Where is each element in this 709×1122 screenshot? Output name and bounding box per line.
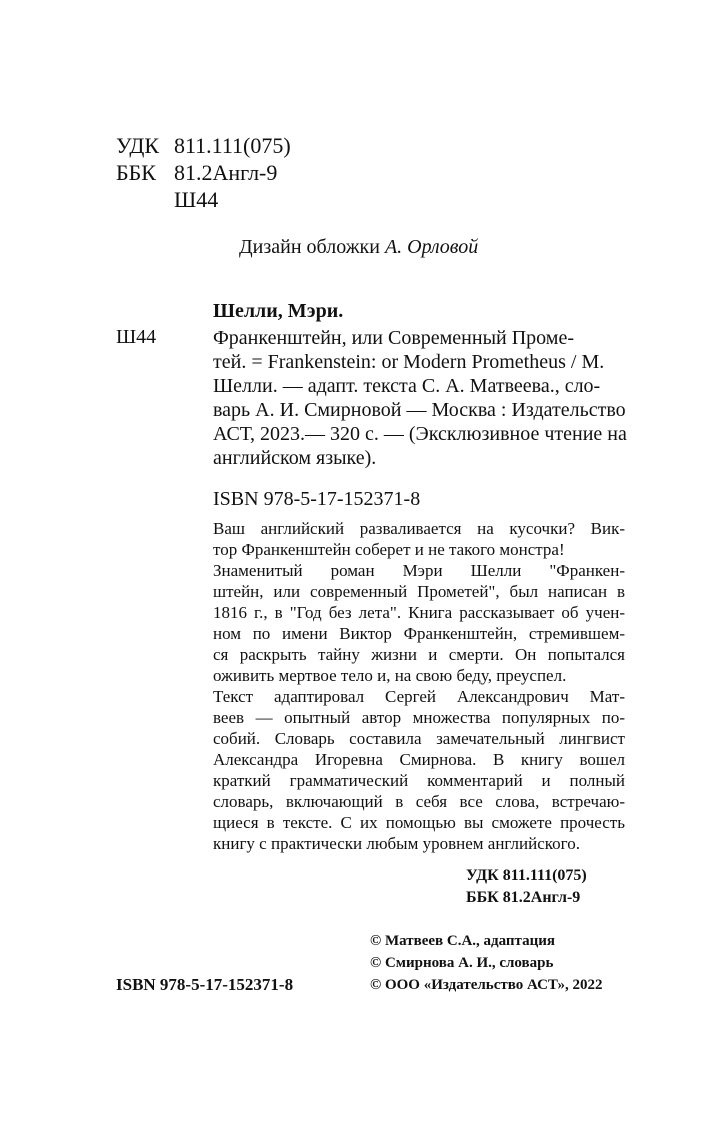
cover-design-prefix: Дизайн обложки xyxy=(239,236,385,258)
copyright-publisher: © ООО «Издательство АСТ», 2022 xyxy=(370,977,603,993)
bottom-bbk: ББК 81.2Англ-9 xyxy=(466,889,581,906)
cover-designer-name: А. Орловой xyxy=(384,236,479,258)
annotation-line-13: краткий грамматический комментарий и полный xyxy=(213,771,625,790)
bottom-udk: УДК 811.111(075) xyxy=(466,867,587,884)
annotation-line-7: ся раскрыть тайну жизни и смерти. Он попытался xyxy=(213,645,625,664)
bbk-value: 81.2Англ-9 xyxy=(174,160,278,185)
cover-design-credit xyxy=(239,236,478,259)
annotation-line-16: книгу с практически любым уровнем английского. xyxy=(213,834,580,853)
annotation-line-2: тор Франкенштейн соберет и не такого монстра! xyxy=(213,540,565,559)
copyright-dictionary: © Смирнова А. И., словарь xyxy=(370,955,554,971)
bib-line-2: тей. = Frankenstein: or Modern Prometheus / М. xyxy=(213,351,605,373)
bib-line-4: варь А. И. Смирновой — Москва : Издательство xyxy=(213,399,626,421)
annotation-line-15: щиеся в тексте. С их помощью вы сможете прочесть xyxy=(213,813,625,832)
annotation-line-3: Знаменитый роман Мэри Шелли "Франкен- xyxy=(213,561,625,580)
bbk-label: ББК xyxy=(116,160,156,185)
annotation-line-14: словарь, включающий в себя все слова, встречаю- xyxy=(213,792,625,811)
bib-author-mark: Ш44 xyxy=(116,326,157,348)
annotation-line-9: Текст адаптировал Сергей Александрович Мат- xyxy=(213,687,625,706)
bib-line-6: английском языке). xyxy=(213,447,377,469)
udk-value: 811.111(075) xyxy=(174,133,291,158)
annotation-line-1: Ваш английский разваливается на кусочки? Вик- xyxy=(213,519,625,538)
annotation-line-5: 1816 г., в "Год без лета". Книга рассказывает об учен- xyxy=(213,603,625,622)
annotation-line-12: Александра Игоревна Смирнова. В книгу вошел xyxy=(213,750,625,769)
udk-line xyxy=(116,133,291,159)
annotation-line-11: собий. Словарь составила замечательный лингвист xyxy=(213,729,625,748)
footer-isbn: ISBN 978-5-17-152371-8 xyxy=(116,975,294,994)
bib-line-5: АСТ, 2023.— 320 с. — (Эксклюзивное чтение на xyxy=(213,423,627,445)
annotation-line-8: оживить мертвое тело и, на свою беду, преуспел. xyxy=(213,666,567,685)
bib-line-3: Шелли. — адапт. текста С. А. Матвеева., сло- xyxy=(213,375,601,397)
copyright-adaptation: © Матвеев С.А., адаптация xyxy=(370,933,556,949)
author-mark-top: Ш44 xyxy=(174,187,219,212)
annotation-line-10: веев — опытный автор множества популярных по- xyxy=(213,708,625,727)
bib-line-1: Франкенштейн, или Современный Проме- xyxy=(213,327,574,349)
udk-label: УДК xyxy=(116,133,160,158)
bib-isbn: ISBN 978-5-17-152371-8 xyxy=(213,488,421,510)
bbk-line xyxy=(116,160,277,186)
annotation-line-4: штейн, или современный Прометей", был написан в xyxy=(213,582,625,601)
annotation-line-6: ном по имени Виктор Франкенштейн, стремившем- xyxy=(213,624,625,643)
bib-author: Шелли, Мэри. xyxy=(213,300,344,322)
